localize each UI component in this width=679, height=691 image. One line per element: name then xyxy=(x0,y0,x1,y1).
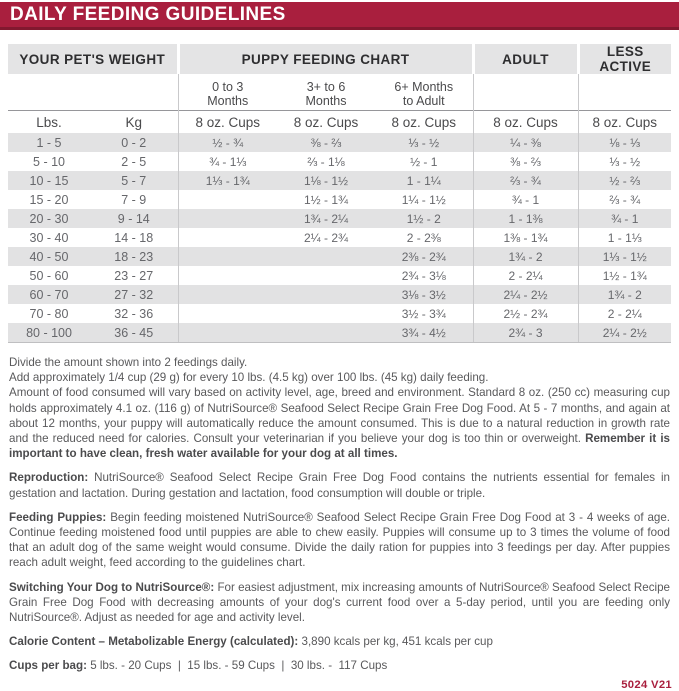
cell-lbs: 1 - 5 xyxy=(8,133,90,152)
cell-kg: 7 - 9 xyxy=(121,192,147,207)
cell-adult: ⅔ - ¾ xyxy=(473,171,578,190)
cell-p3-6 xyxy=(277,304,375,323)
cell-p0-3: 1⅓ - 1¾ xyxy=(178,171,277,190)
header-puppy-feeding-chart: PUPPY FEEDING CHART xyxy=(178,44,473,74)
age-header-adult-empty xyxy=(473,74,578,111)
cell-lbs: 15 - 20 xyxy=(29,192,69,207)
cell-p6-adult: 2¾ - 3⅛ xyxy=(401,268,446,283)
note-add-quarter-cup: Add approximately 1/4 cup (29 g) for every 10 lbs. (4.5 kg) over 100 lbs. (45 kg) daily feeding. xyxy=(9,371,489,385)
cell-p3-6: ⅔ - 1⅛ xyxy=(307,154,345,169)
cell-p0-3 xyxy=(178,247,277,266)
cell-less-active: 1 - 1⅓ xyxy=(578,228,671,247)
cell-p3-6: 1½ - 1¾ xyxy=(303,192,349,207)
guidelines-text xyxy=(9,355,670,674)
table-row xyxy=(8,285,671,304)
cell-less-active: 1½ - 1¾ xyxy=(578,266,671,285)
cell-adult: 1¾ - 2 xyxy=(473,247,578,266)
unit-header-cups: 8 oz. Cups xyxy=(578,111,671,134)
cell-p3-6: 1¾ - 2¼ xyxy=(277,209,375,228)
cell-lbs: 10 - 15 xyxy=(8,171,90,190)
unit-header-cups: 8 oz. Cups xyxy=(473,111,578,134)
cell-adult: 1⅜ - 1¾ xyxy=(473,228,578,247)
table-row xyxy=(8,152,671,171)
cell-kg: 27 - 32 xyxy=(90,285,178,304)
cell-adult: 2½ - 2¾ xyxy=(473,304,578,323)
cell-lbs: 30 - 40 xyxy=(29,230,69,245)
title-banner xyxy=(0,2,679,30)
version-code: 5024 V21 xyxy=(621,678,672,691)
feeding-table-body xyxy=(8,133,671,343)
table-row xyxy=(8,190,671,209)
age-header-6-months-to-adult: 6+ Months to Adult xyxy=(394,79,454,108)
cell-less-active: ⅓ - ½ xyxy=(578,152,671,171)
table-row xyxy=(8,323,671,343)
cell-p0-3 xyxy=(178,285,277,304)
age-header-0-3-months: 0 to 3 Months xyxy=(178,74,277,111)
section-switching: Switching Your Dog to NutriSource®: For easiest adjustment, mix increasing amounts of NutriSource® Seafood Select Recipe Grain Free Dog Food with decreasing amounts of your dog's current food over a 5-day period, until you are feeding only NutriSource®. Adjust as needed for age and activity level. xyxy=(9,580,670,625)
section-cups-per-bag: Cups per bag: 5 lbs. - 20 Cups | 15 lbs. - 59 Cups | 30 lbs. - 117 Cups xyxy=(9,659,388,673)
cell-p6-adult: 3½ - 3¾ xyxy=(401,306,446,321)
cell-kg: 14 - 18 xyxy=(114,230,154,245)
section-reproduction: Reproduction: NutriSource® Seafood Select Recipe Grain Free Dog Food contains the nutrients essential for females in gestation and lactation. During gestation and lactation, food consumption will double or triple. xyxy=(9,471,670,500)
table-row xyxy=(8,228,671,247)
table-group-header-row xyxy=(8,44,671,74)
cell-kg: 23 - 27 xyxy=(114,268,154,283)
cell-lbs: 60 - 70 xyxy=(8,285,90,304)
fresh-water-notice: Remember it is important to have clean, fresh water available for your dog at all times. xyxy=(9,432,670,461)
note-divide-feedings: Divide the amount shown into 2 feedings daily. xyxy=(9,356,248,369)
table-row xyxy=(8,133,671,152)
cell-p0-3 xyxy=(178,323,277,343)
cell-kg: 36 - 45 xyxy=(90,323,178,343)
table-row xyxy=(8,209,671,228)
cell-less-active: ½ - ⅔ xyxy=(578,171,671,190)
cell-adult: 2¼ - 2½ xyxy=(473,285,578,304)
header-less-active: LESS ACTIVE xyxy=(578,44,671,74)
cell-p3-6: 2¼ - 2¾ xyxy=(303,230,349,245)
header-adult: ADULT xyxy=(473,44,578,74)
unit-header-lbs: Lbs. xyxy=(8,111,90,134)
cell-p3-6 xyxy=(277,247,375,266)
table-row xyxy=(8,266,671,285)
table-row xyxy=(8,171,671,190)
cell-less-active: ⅛ - ⅓ xyxy=(578,133,671,152)
cell-p3-6: 1⅛ - 1½ xyxy=(277,171,375,190)
cell-lbs: 5 - 10 xyxy=(33,154,65,169)
cell-p0-3 xyxy=(178,190,277,209)
cell-p6-adult: 3¾ - 4½ xyxy=(375,323,473,343)
cell-less-active: 1¾ - 2 xyxy=(578,285,671,304)
cell-adult: 2¾ - 3 xyxy=(473,323,578,343)
cell-lbs: 80 - 100 xyxy=(8,323,90,343)
unit-header-cups: 8 oz. Cups xyxy=(277,111,375,134)
age-header-less-active-empty xyxy=(578,74,671,111)
header-your-pets-weight: YOUR PET'S WEIGHT xyxy=(8,44,178,74)
cell-p0-3: ¾ - 1⅓ xyxy=(178,152,277,171)
table-unit-header-row xyxy=(8,111,671,134)
cell-p6-adult: ⅓ - ½ xyxy=(375,133,473,152)
cell-p3-6: ⅜ - ⅔ xyxy=(277,133,375,152)
table-age-header-row xyxy=(8,74,671,111)
page-title: DAILY FEEDING GUIDELINES xyxy=(10,4,286,25)
cell-p6-adult: 2⅜ - 2¾ xyxy=(375,247,473,266)
cell-kg: 9 - 14 xyxy=(90,209,178,228)
section-calorie-content: Calorie Content – Metabolizable Energy (calculated): 3,890 kcals per kg, 451 kcals per cup xyxy=(9,635,493,649)
cell-p0-3 xyxy=(178,266,277,285)
cell-p0-3 xyxy=(178,304,277,323)
cell-p0-3 xyxy=(178,228,277,247)
age-header-empty xyxy=(8,74,178,111)
cell-kg: 18 - 23 xyxy=(90,247,178,266)
cell-p6-adult: 1 - 1¼ xyxy=(375,171,473,190)
unit-header-cups: 8 oz. Cups xyxy=(178,111,277,134)
cell-less-active: 2 - 2¼ xyxy=(578,304,671,323)
unit-header-cups: 8 oz. Cups xyxy=(375,111,473,134)
cell-less-active: ⅔ - ¾ xyxy=(578,190,671,209)
cell-lbs: 50 - 60 xyxy=(29,268,69,283)
cell-adult: ⅜ - ⅔ xyxy=(473,152,578,171)
cell-adult: 1 - 1⅜ xyxy=(473,209,578,228)
cell-kg: 32 - 36 xyxy=(114,306,154,321)
cell-p3-6 xyxy=(277,266,375,285)
cell-less-active: ¾ - 1 xyxy=(578,209,671,228)
section-feeding-puppies: Feeding Puppies: Begin feeding moistened NutriSource® Seafood Select Recipe Grain Free Dog Food at 3 - 4 weeks of age. Continue feeding moistened food until puppies are able to chew easily. Puppies will consume up to 3 times the volume of food that an adult dog of the same weight would consume. Divide the daily ration for puppies into 3 feedings per day. After puppies reach adult weight, feed according to the guidelines chart. xyxy=(9,510,671,570)
note-amount-paragraph: Amount of food consumed will vary based on activity level, age, breed and environment. Standard 8 oz. (250 cc) measuring cup holds approximately 4.1 oz. (116 g) of NutriSource® Seafood Select Recipe Grain Free Dog Food. At 5 - 7 months, and again at about 12 months, your puppy will automatically reduce the amount consumed. This is due to a natural reduction in growth rate and the reduced need for calories. Consult your veterinarian if you believe your dog is too thin or overweight. Remember it is important to have clean, fresh water available for your dog at all times. xyxy=(9,386,670,461)
cell-kg: 5 - 7 xyxy=(90,171,178,190)
cell-adult: ¼ - ⅜ xyxy=(473,133,578,152)
unit-header-kg: Kg xyxy=(90,111,178,134)
cell-p3-6 xyxy=(277,323,375,343)
cell-lbs: 70 - 80 xyxy=(29,306,69,321)
cell-less-active: 2¼ - 2½ xyxy=(578,323,671,343)
cell-p3-6 xyxy=(277,285,375,304)
cell-lbs: 20 - 30 xyxy=(8,209,90,228)
feeding-guidelines-table xyxy=(8,44,671,343)
age-header-3-6-months: 3+ to 6 Months xyxy=(305,79,347,108)
cell-adult: 2 - 2¼ xyxy=(473,266,578,285)
table-row xyxy=(8,304,671,323)
cell-kg: 0 - 2 xyxy=(90,133,178,152)
table-row xyxy=(8,247,671,266)
cell-p6-adult: 1¼ - 1½ xyxy=(401,192,446,207)
cell-lbs: 40 - 50 xyxy=(8,247,90,266)
cell-p0-3 xyxy=(178,209,277,228)
cell-p0-3: ½ - ¾ xyxy=(178,133,277,152)
cell-less-active: 1⅓ - 1½ xyxy=(578,247,671,266)
cell-p6-adult: 3⅛ - 3½ xyxy=(375,285,473,304)
cell-p6-adult: ½ - 1 xyxy=(410,154,438,169)
cell-p6-adult: 2 - 2⅜ xyxy=(406,230,441,245)
cell-p6-adult: 1½ - 2 xyxy=(375,209,473,228)
cell-kg: 2 - 5 xyxy=(121,154,147,169)
cell-adult: ¾ - 1 xyxy=(473,190,578,209)
